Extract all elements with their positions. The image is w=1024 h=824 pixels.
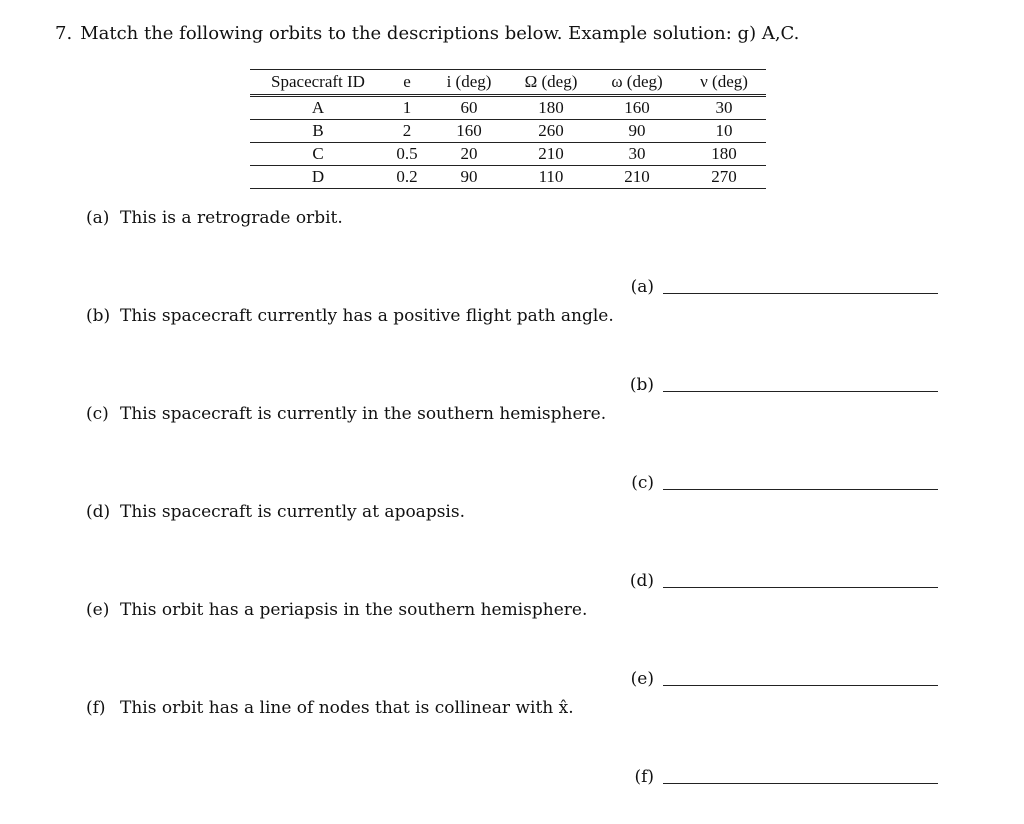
header-true-anomaly: ν (deg) xyxy=(682,70,766,96)
table-cell: D xyxy=(250,166,386,189)
answer-field-f[interactable] xyxy=(600,765,938,789)
header-inclination: i (deg) xyxy=(428,70,510,96)
header-eccentricity: e xyxy=(386,70,428,96)
part-text: This orbit has a periapsis in the southern hemisphere. xyxy=(120,600,588,620)
table-cell: 180 xyxy=(510,96,592,120)
table-cell: 160 xyxy=(428,120,510,143)
table-cell: 110 xyxy=(510,166,592,189)
table-cell: 60 xyxy=(428,96,510,120)
answer-label: (b) xyxy=(629,375,654,395)
table-cell: C xyxy=(250,143,386,166)
answer-label: (a) xyxy=(630,277,654,297)
table-cell: 20 xyxy=(428,143,510,166)
table-cell: 30 xyxy=(592,143,682,166)
question-number: 7. xyxy=(55,23,73,44)
answer-field-d[interactable] xyxy=(600,569,938,593)
part-text: This spacecraft is currently in the southern hemisphere. xyxy=(120,404,607,424)
table-row xyxy=(250,96,766,120)
part-label: (c) xyxy=(86,404,109,424)
part-text: This orbit has a line of nodes that is collinear with x̂. xyxy=(120,698,574,718)
table-header-row xyxy=(250,70,766,96)
table-cell: 90 xyxy=(592,120,682,143)
answer-label: (f) xyxy=(634,767,654,787)
answer-line[interactable] xyxy=(663,685,938,686)
answer-line[interactable] xyxy=(663,587,938,588)
answer-field-b[interactable] xyxy=(600,373,938,397)
table-cell: 210 xyxy=(592,166,682,189)
answer-field-a[interactable] xyxy=(600,275,938,299)
answer-line[interactable] xyxy=(663,391,938,392)
answer-label: (c) xyxy=(631,473,654,493)
table-cell: 180 xyxy=(682,143,766,166)
answer-line[interactable] xyxy=(663,293,938,294)
answer-line[interactable] xyxy=(663,489,938,490)
table-cell: 1 xyxy=(386,96,428,120)
part-label: (a) xyxy=(86,208,110,228)
table-cell: 0.2 xyxy=(386,166,428,189)
header-spacecraft-id: Spacecraft ID xyxy=(250,70,386,96)
orbit-elements-table xyxy=(250,69,766,189)
part-d xyxy=(86,500,465,524)
part-a xyxy=(86,206,343,230)
table-row xyxy=(250,120,766,143)
part-text: This spacecraft currently has a positive flight path angle. xyxy=(120,306,614,326)
table-cell: 260 xyxy=(510,120,592,143)
part-label: (f) xyxy=(86,698,106,718)
answer-line[interactable] xyxy=(663,783,938,784)
part-label: (b) xyxy=(86,306,111,326)
answer-label: (d) xyxy=(629,571,654,591)
header-raan: Ω (deg) xyxy=(510,70,592,96)
table-cell: 270 xyxy=(682,166,766,189)
header-arg-periapsis: ω (deg) xyxy=(592,70,682,96)
table-cell: 210 xyxy=(510,143,592,166)
part-e xyxy=(86,598,587,622)
part-text: This is a retrograde orbit. xyxy=(120,208,343,228)
table-cell: 90 xyxy=(428,166,510,189)
answer-field-e[interactable] xyxy=(600,667,938,691)
table-row xyxy=(250,143,766,166)
table-row xyxy=(250,166,766,189)
question-prompt xyxy=(55,22,799,46)
part-c xyxy=(86,402,606,426)
table-cell: 160 xyxy=(592,96,682,120)
table-cell: B xyxy=(250,120,386,143)
table-cell: A xyxy=(250,96,386,120)
answer-field-c[interactable] xyxy=(600,471,938,495)
part-f xyxy=(86,696,574,720)
table-cell: 0.5 xyxy=(386,143,428,166)
part-b xyxy=(86,304,614,328)
answer-label: (e) xyxy=(630,669,654,689)
part-text: This spacecraft is currently at apoapsis. xyxy=(120,502,465,522)
part-label: (e) xyxy=(86,600,110,620)
question-text: Match the following orbits to the descriptions below. Example solution: g) A,C. xyxy=(80,23,800,44)
table-cell: 2 xyxy=(386,120,428,143)
table-cell: 30 xyxy=(682,96,766,120)
part-label: (d) xyxy=(86,502,111,522)
table-cell: 10 xyxy=(682,120,766,143)
